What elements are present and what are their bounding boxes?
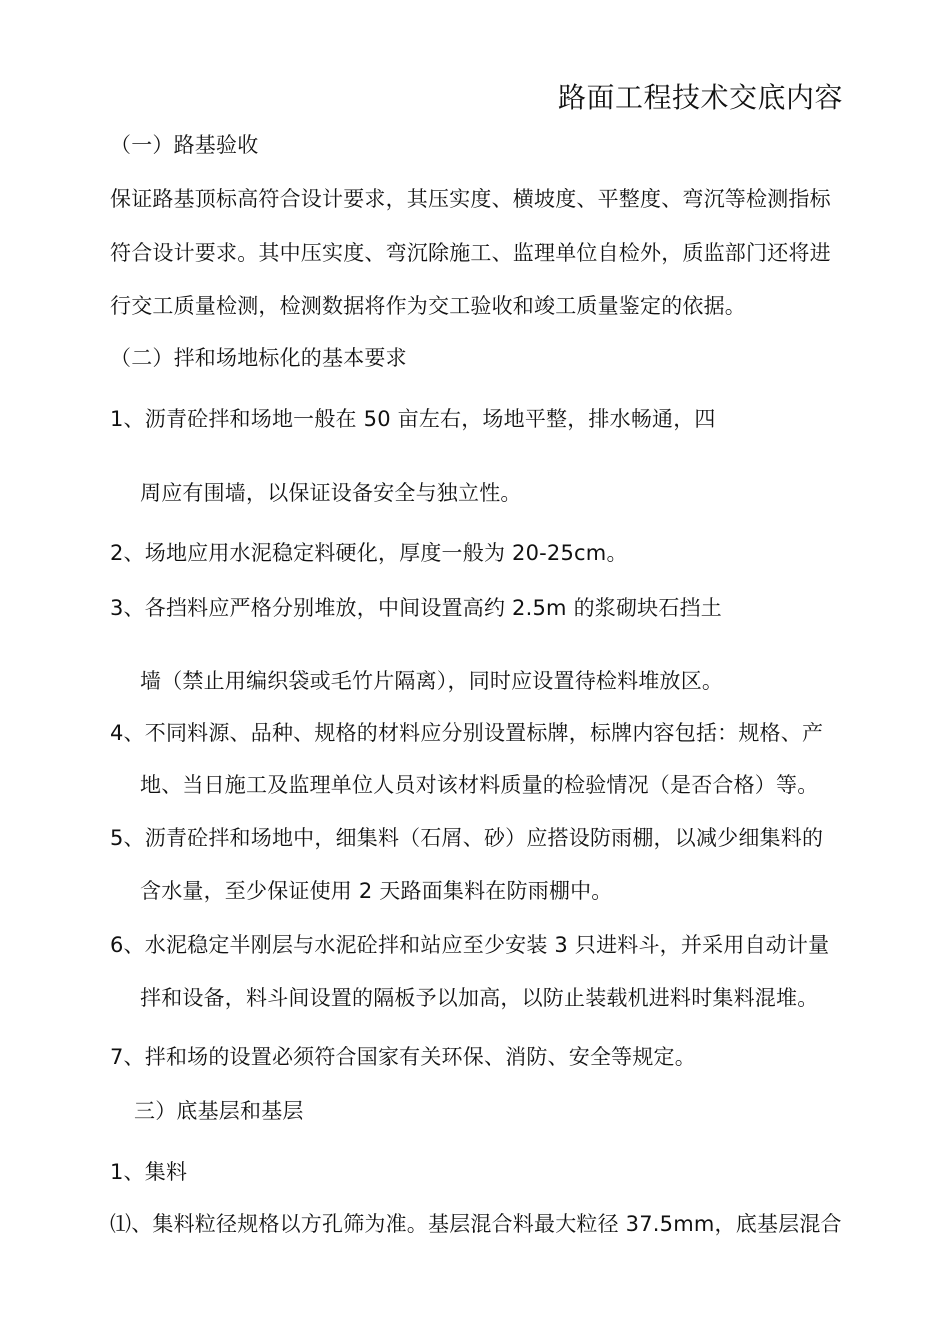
list-item-4-continuation: 地、当日施工及监理单位人员对该材料质量的检验情况（是否合格）等。 <box>140 773 819 797</box>
section-1-paragraph-line: 行交工质量检测，检测数据将作为交工验收和竣工质量鉴定的依据。 <box>110 294 746 318</box>
section-3-heading: 三）底基层和基层 <box>134 1099 304 1123</box>
section-1-heading: （一）路基验收 <box>110 133 259 157</box>
section-3-paragraph-line: ⑴、集料粒径规格以方孔筛为准。基层混合料最大粒径 37.5mm，底基层混合 <box>110 1212 842 1236</box>
list-item-5: 5、沥青砼拌和场地中，细集料（石屑、砂）应搭设防雨棚，以减少细集料的 <box>110 826 824 850</box>
list-item-7: 7、拌和场的设置必须符合国家有关环保、消防、安全等规定。 <box>110 1045 696 1069</box>
list-item-5-continuation: 含水量，至少保证使用 2 天路面集料在防雨棚中。 <box>140 879 613 903</box>
section-1-paragraph-line: 符合设计要求。其中压实度、弯沉除施工、监理单位自检外，质监部门还将进 <box>110 241 831 265</box>
list-item-2: 2、场地应用水泥稳定料硬化，厚度一般为 20-25cm。 <box>110 541 628 565</box>
list-item-6-continuation: 拌和设备，料斗间设置的隔板予以加高，以防止装载机进料时集料混堆。 <box>140 986 819 1010</box>
list-item-6: 6、水泥稳定半刚层与水泥砼拌和站应至少安装 3 只进料斗，并采用自动计量 <box>110 933 830 957</box>
section-1-paragraph-line: 保证路基顶标高符合设计要求，其压实度、横坡度、平整度、弯沉等检测指标 <box>110 187 831 211</box>
document-title: 路面工程技术交底内容 <box>558 81 844 114</box>
list-item-1: 1、沥青砼拌和场地一般在 50 亩左右，场地平整，排水畅通，四 <box>110 407 716 431</box>
list-item-3-continuation: 墙（禁止用编织袋或毛竹片隔离），同时应设置待检料堆放区。 <box>140 669 724 693</box>
list-item-1-continuation: 周应有围墙，以保证设备安全与独立性。 <box>140 481 522 505</box>
section-3-subheading: 1、集料 <box>110 1160 188 1184</box>
list-item-3: 3、各挡料应严格分别堆放，中间设置高约 2.5m 的浆砌块石挡土 <box>110 596 722 620</box>
section-2-heading: （二）拌和场地标化的基本要求 <box>110 346 407 370</box>
list-item-4: 4、不同料源、品种、规格的材料应分别设置标牌，标牌内容包括：规格、产 <box>110 721 824 745</box>
